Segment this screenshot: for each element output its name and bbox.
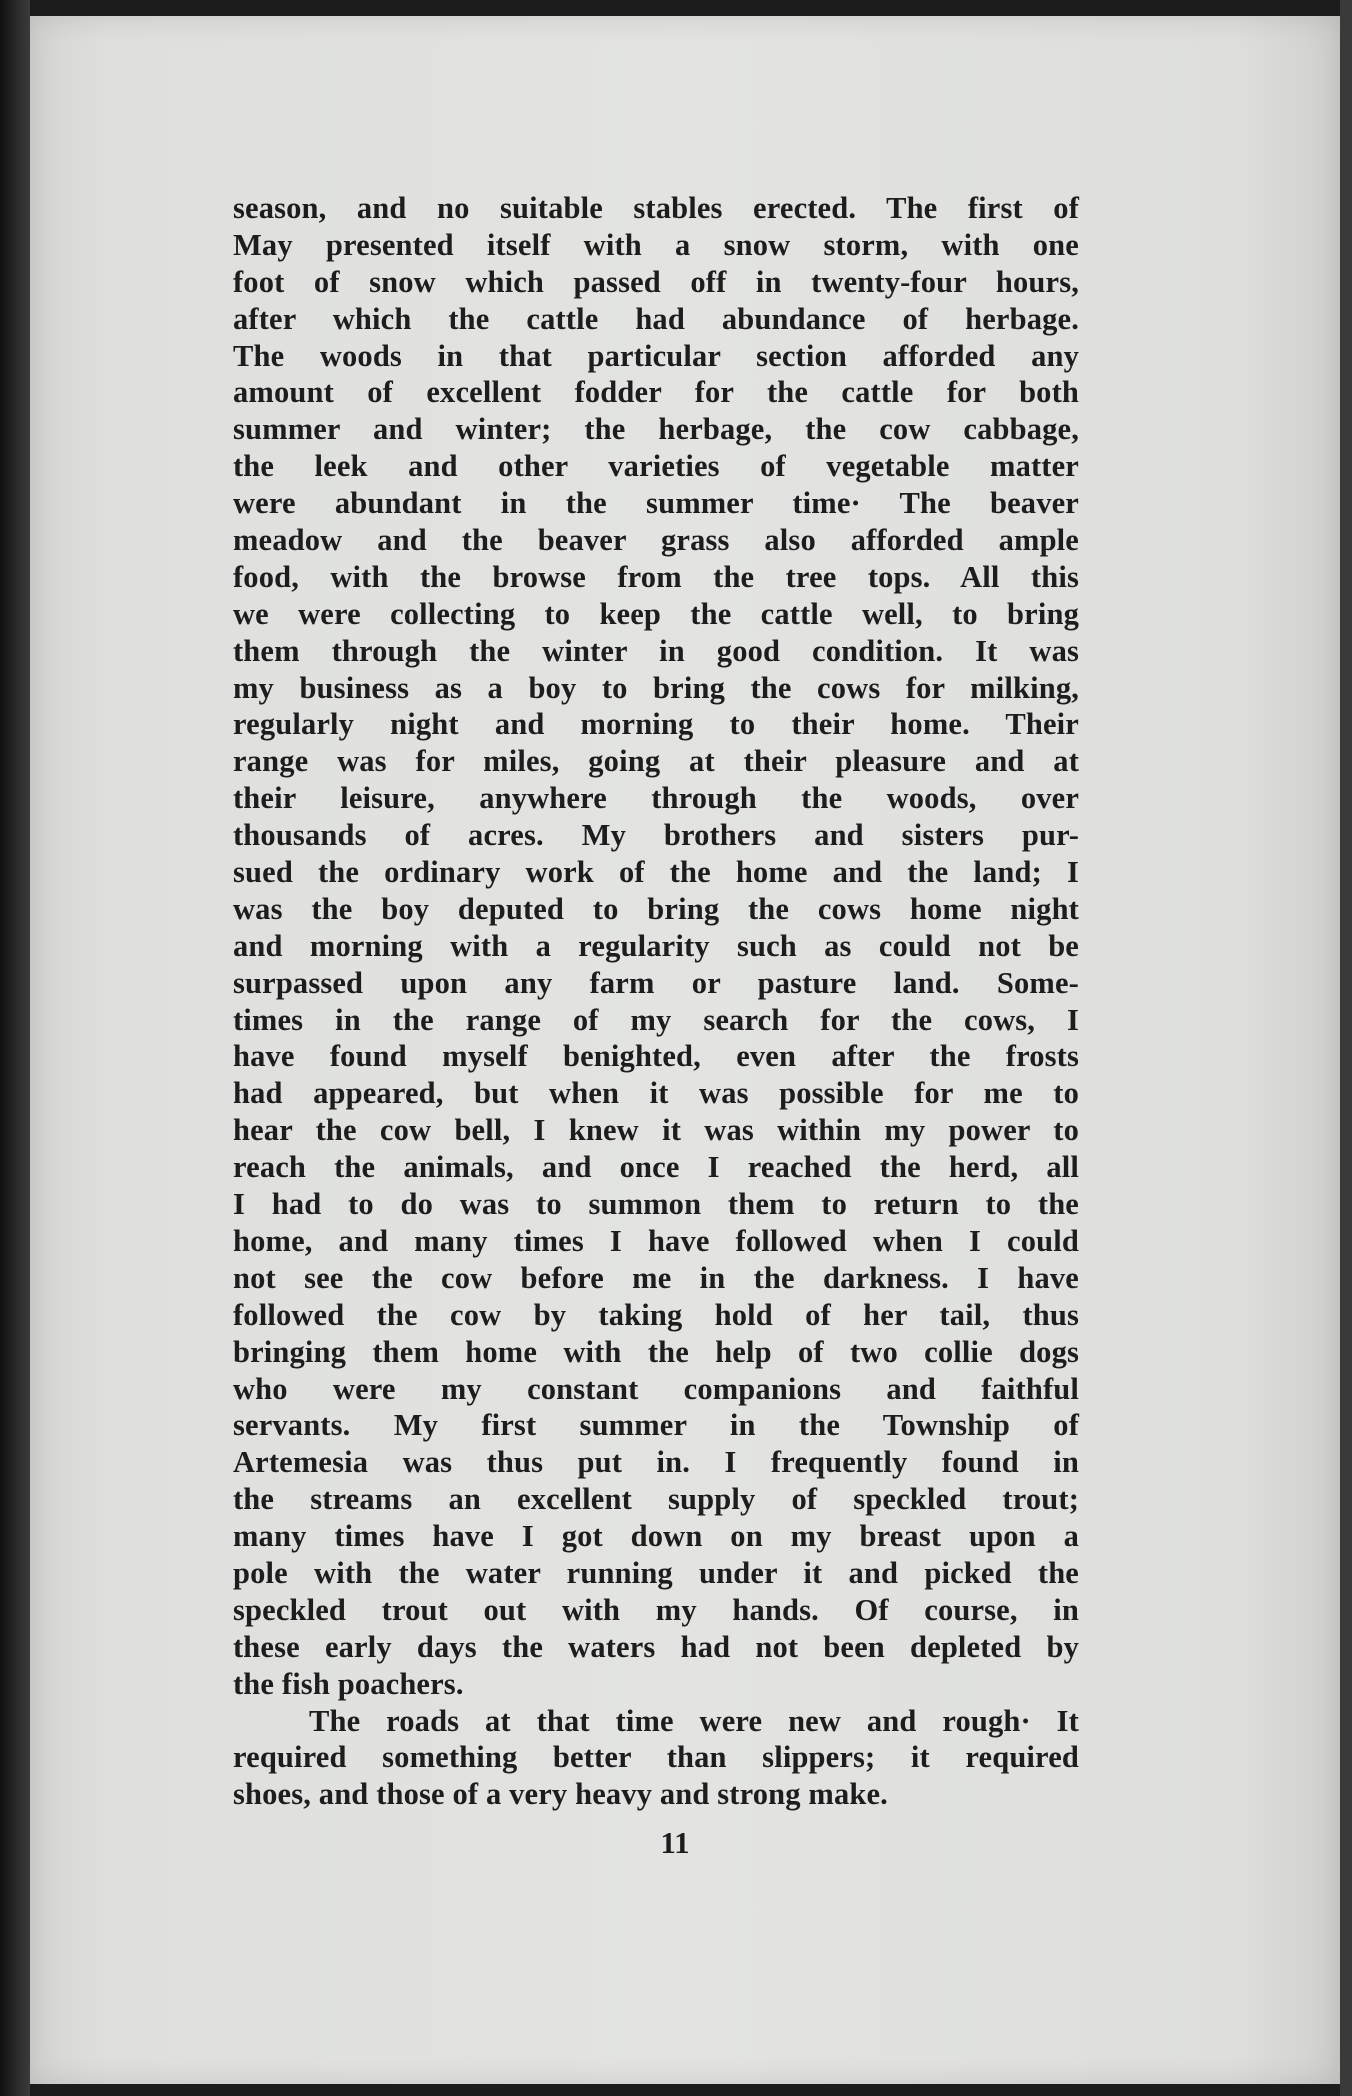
text-line: them through the winter in good condition. It was [233,633,1079,668]
text-line: meadow and the beaver grass also afforded ample [233,523,1079,558]
text-line: have found myself benighted, even after the frosts [233,1039,1079,1074]
text-line: we were collecting to keep the cattle well, to bring [233,596,1079,631]
text-line: The roads at that time were new and rough· It [309,1703,1079,1738]
text-line: range was for miles, going at their pleasure and at [233,744,1079,779]
text-line: surpassed upon any farm or pasture land. Some- [233,965,1079,1000]
text-line: pole with the water running under it and picked the [233,1555,1079,1590]
text-line: hear the cow bell, I knew it was within my power to [233,1113,1079,1148]
text-line: shoes, and those of a very heavy and strong make. [233,1777,888,1812]
text-line: amount of excellent fodder for the cattle for both [233,375,1079,410]
paragraph [233,1703,1079,1814]
text-line: had appeared, but when it was possible for me to [233,1076,1079,1111]
text-line: May presented itself with a snow storm, with one [233,227,1079,262]
text-line: and morning with a regularity such as could not be [233,928,1079,963]
text-line: The woods in that particular section afforded any [233,338,1079,373]
text-line: servants. My first summer in the Township of [233,1408,1079,1443]
text-line: reach the animals, and once I reached the herd, all [233,1150,1079,1185]
text-line: thousands of acres. My brothers and sisters pur- [233,818,1079,853]
text-line: followed the cow by taking hold of her tail, thus [233,1297,1079,1332]
text-line: sued the ordinary work of the home and the land; I [233,855,1079,890]
text-line: who were my constant companions and faithful [233,1371,1079,1406]
text-line: my business as a boy to bring the cows for milking, [233,670,1079,705]
text-line: season, and no suitable stables erected. The first of [233,191,1079,225]
paragraph [233,190,1079,1703]
page-right-edge [1340,0,1352,2096]
text-line: bringing them home with the help of two collie dogs [233,1334,1079,1369]
text-line: home, and many times I have followed when I could [233,1223,1079,1258]
text-line: regularly night and morning to their home. Their [233,707,1079,742]
text-line: speckled trout out with my hands. Of course, in [233,1592,1079,1627]
book-binding-edge [0,0,30,2096]
body-text [233,190,1079,1813]
text-line: foot of snow which passed off in twenty-four hours, [233,264,1079,299]
text-line: after which the cattle had abundance of herbage. [233,301,1079,336]
text-line: was the boy deputed to bring the cows home night [233,891,1079,926]
text-line: Artemesia was thus put in. I frequently found in [233,1445,1079,1480]
text-line: the fish poachers. [233,1666,464,1701]
text-line: times in the range of my search for the cows, I [233,1002,1079,1037]
text-line: not see the cow before me in the darkness. I have [233,1260,1079,1295]
text-line: required something better than slippers; it required [233,1740,1079,1775]
text-line: I had to do was to summon them to return to the [233,1187,1079,1222]
text-line: the leek and other varieties of vegetable matter [233,449,1079,484]
text-line: their leisure, anywhere through the woods, over [233,781,1079,816]
page-number: 11 [660,1825,690,1860]
text-line: were abundant in the summer time· The beaver [233,486,1079,521]
text-line: summer and winter; the herbage, the cow cabbage, [233,412,1079,447]
text-line: these early days the waters had not been depleted by [233,1629,1079,1664]
text-line: food, with the browse from the tree tops. All this [233,559,1079,594]
text-line: many times have I got down on my breast upon a [233,1519,1079,1554]
text-line: the streams an excellent supply of speckled trout; [233,1482,1079,1517]
